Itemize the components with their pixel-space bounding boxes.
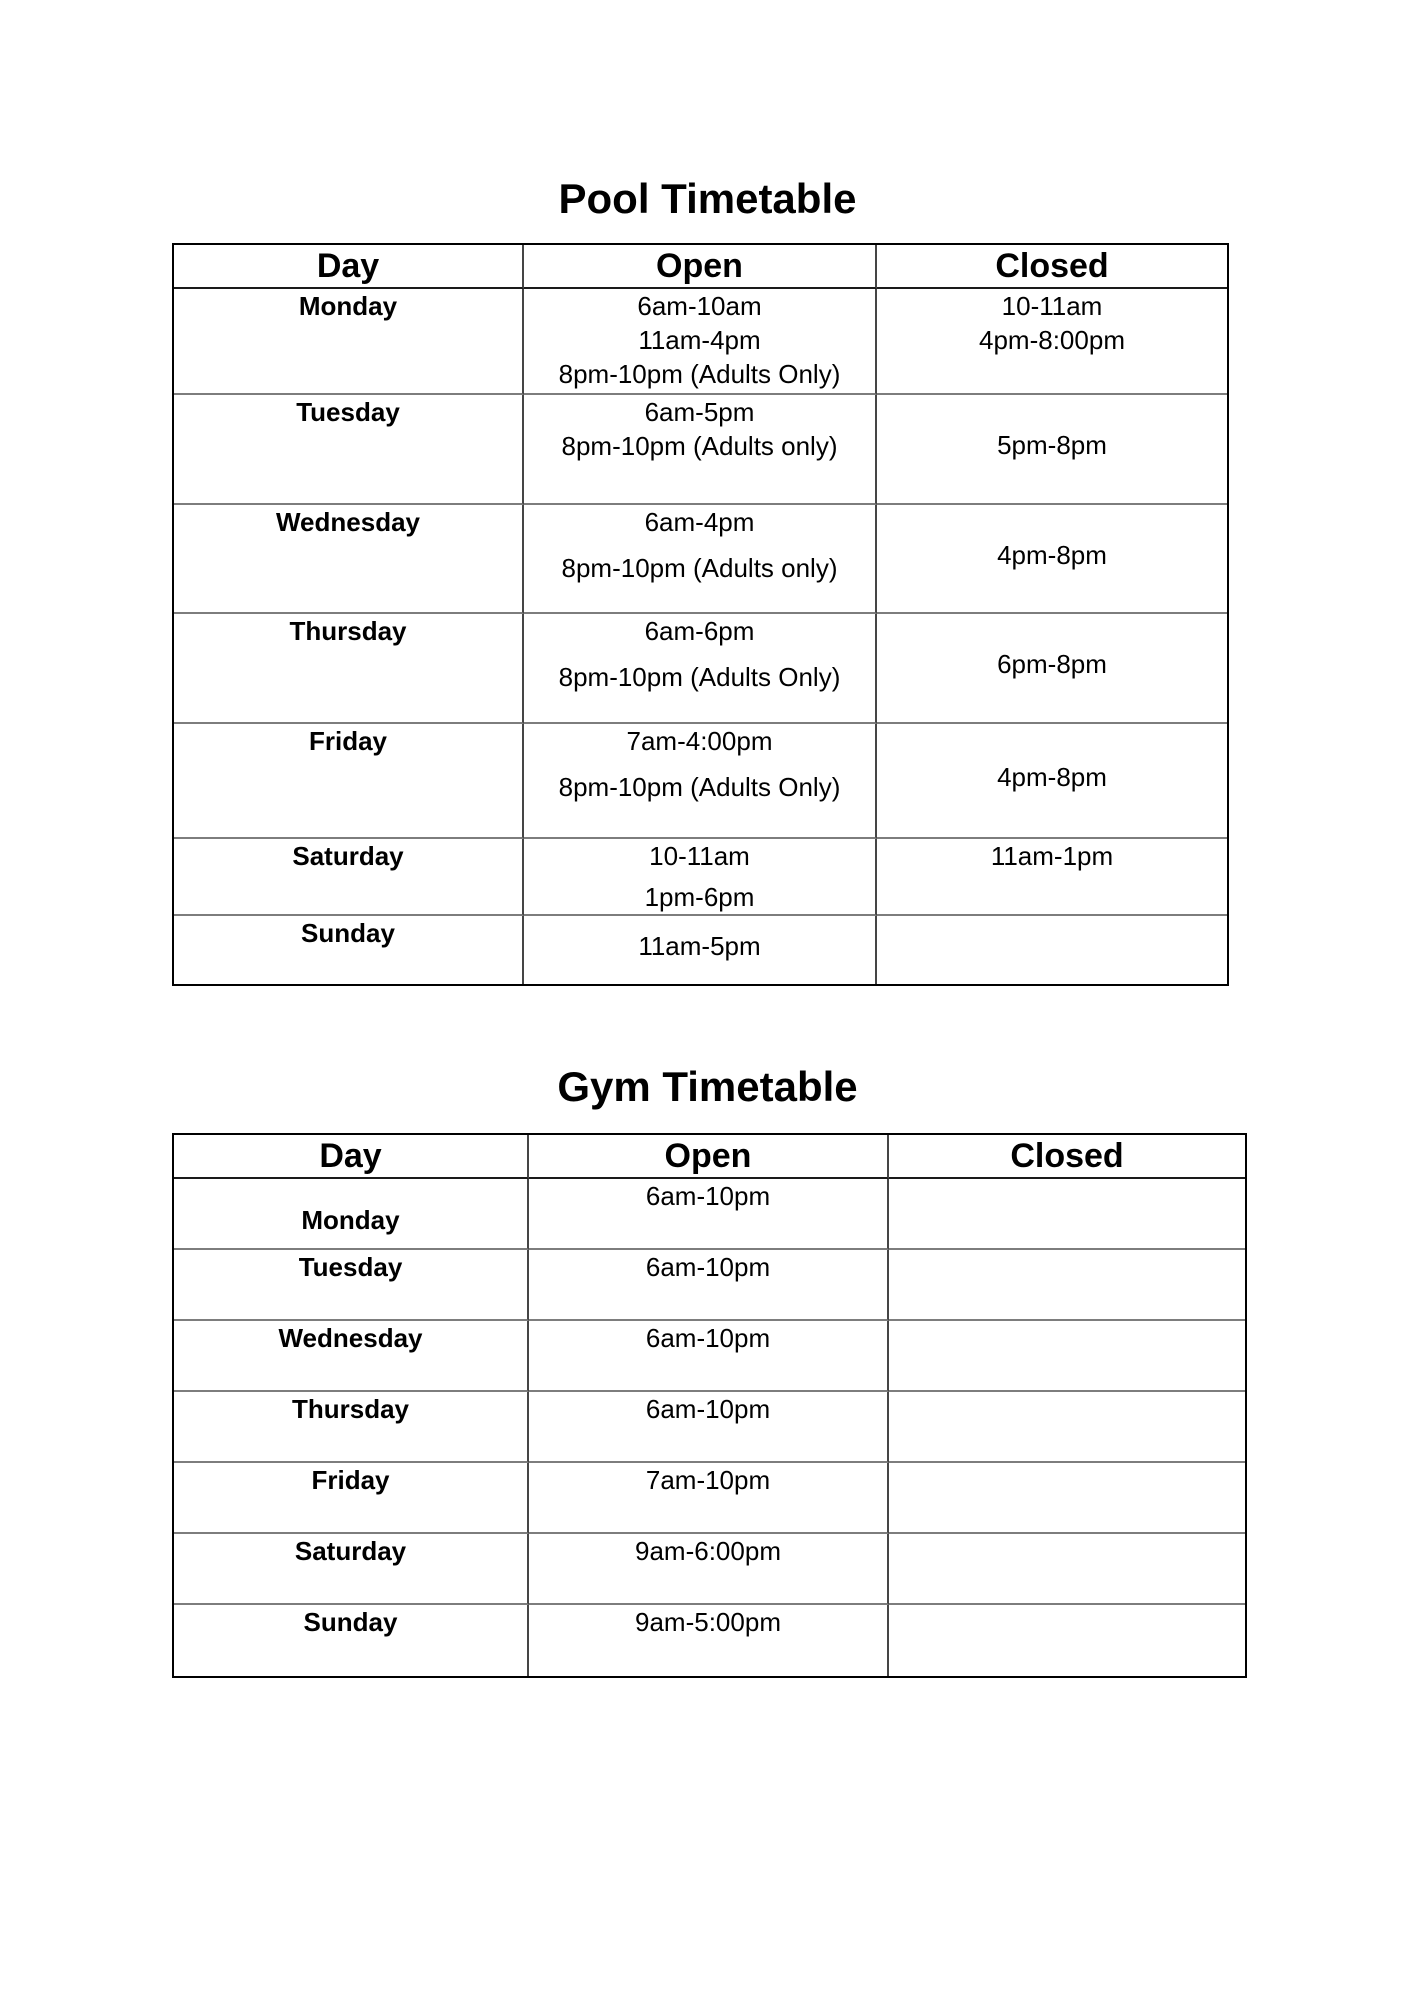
- open-line: 7am-4:00pm: [626, 726, 773, 756]
- open-cell: [529, 1605, 889, 1676]
- open-line: 9am-6:00pm: [635, 1536, 781, 1566]
- closed-cell: [877, 916, 1227, 984]
- closed-line: 11am-1pm: [990, 841, 1114, 871]
- open-line: 9am-5:00pm: [635, 1607, 781, 1637]
- open-line: 6am-10pm: [645, 1323, 771, 1353]
- open-line: 11am-4pm: [638, 325, 761, 355]
- closed-cell: [889, 1321, 1245, 1392]
- gym-timetable-title: Gym Timetable: [557, 1063, 858, 1110]
- day-cell: Thursday: [174, 1392, 529, 1463]
- open-line: 6am-4pm: [644, 507, 755, 537]
- pool-header-open: Open: [524, 245, 877, 289]
- closed-cell: [877, 395, 1227, 505]
- pool-timetable-table: [172, 243, 1229, 986]
- table-row: [174, 1534, 1245, 1605]
- day-cell: Saturday: [174, 1534, 529, 1605]
- table-row: [174, 395, 1227, 505]
- table-row: [174, 1463, 1245, 1534]
- open-line: 8pm-10pm (Adults only): [561, 553, 838, 583]
- closed-cell: [877, 724, 1227, 839]
- day-cell: Saturday: [174, 839, 524, 916]
- day-cell: Wednesday: [174, 505, 524, 614]
- table-row: [174, 614, 1227, 724]
- gym-header-open: Open: [529, 1135, 889, 1179]
- open-line: 6am-5pm: [644, 397, 755, 427]
- closed-cell: [877, 505, 1227, 614]
- table-row: [174, 1250, 1245, 1321]
- closed-line: 4pm-8pm: [997, 539, 1107, 570]
- closed-cell: [889, 1179, 1245, 1250]
- closed-line: 5pm-8pm: [997, 430, 1107, 460]
- open-cell: [524, 916, 877, 984]
- open-line: 8pm-10pm (Adults Only): [558, 772, 841, 802]
- table-row: [174, 724, 1227, 839]
- open-line: 6am-10pm: [645, 1394, 771, 1424]
- open-line: 6am-10pm: [645, 1252, 771, 1282]
- open-cell: [524, 505, 877, 614]
- pool-header-row: [174, 245, 1227, 289]
- open-line: 7am-10pm: [645, 1465, 771, 1495]
- open-cell: [524, 289, 877, 395]
- day-cell: Friday: [174, 724, 524, 839]
- closed-cell: [889, 1605, 1245, 1676]
- day-cell: Sunday: [174, 1605, 529, 1676]
- open-line: 6am-10pm: [645, 1181, 771, 1211]
- open-line: 11am-5pm: [638, 931, 761, 961]
- day-cell: Tuesday: [174, 1250, 529, 1321]
- day-cell: Monday: [174, 289, 524, 395]
- table-row: [174, 289, 1227, 395]
- pool-timetable-title: Pool Timetable: [558, 175, 857, 222]
- table-row: [174, 916, 1227, 984]
- closed-cell: [889, 1250, 1245, 1321]
- open-cell: [524, 614, 877, 724]
- open-cell: [529, 1250, 889, 1321]
- day-cell: Monday: [174, 1179, 529, 1250]
- table-row: [174, 1321, 1245, 1392]
- closed-cell: [877, 614, 1227, 724]
- closed-line: 10-11am: [1001, 291, 1103, 321]
- day-cell: Sunday: [174, 916, 524, 984]
- closed-cell: [877, 839, 1227, 916]
- pool-header-day: Day: [174, 245, 524, 289]
- open-cell: [529, 1463, 889, 1534]
- gym-header-row: [174, 1135, 1245, 1179]
- table-row: [174, 1605, 1245, 1676]
- closed-cell: [889, 1392, 1245, 1463]
- gym-header-closed: Closed: [889, 1135, 1245, 1179]
- open-line: 8pm-10pm (Adults Only): [558, 662, 841, 692]
- open-line: 8pm-10pm (Adults only): [561, 431, 838, 461]
- closed-cell: [877, 289, 1227, 395]
- table-row: [174, 1392, 1245, 1463]
- table-row: [174, 505, 1227, 614]
- open-line: 8pm-10pm (Adults Only): [558, 359, 841, 389]
- open-line: 1pm-6pm: [644, 882, 755, 912]
- day-cell: Wednesday: [174, 1321, 529, 1392]
- day-cell: Friday: [174, 1463, 529, 1534]
- open-cell: [529, 1534, 889, 1605]
- closed-cell: [889, 1534, 1245, 1605]
- pool-header-closed: Closed: [877, 245, 1227, 289]
- open-line: 6am-10am: [637, 291, 762, 321]
- table-row: [174, 1179, 1245, 1250]
- open-cell: [524, 839, 877, 916]
- open-cell: [524, 724, 877, 839]
- day-cell: Tuesday: [174, 395, 524, 505]
- open-cell: [529, 1179, 889, 1250]
- gym-timetable-table: [172, 1133, 1247, 1678]
- table-row: [174, 839, 1227, 916]
- gym-header-day: Day: [174, 1135, 529, 1179]
- open-cell: [529, 1321, 889, 1392]
- open-cell: [529, 1392, 889, 1463]
- closed-line: 4pm-8:00pm: [979, 325, 1125, 355]
- closed-line: 4pm-8pm: [997, 761, 1107, 792]
- open-line: 10-11am: [649, 841, 750, 871]
- open-line: 6am-6pm: [644, 616, 755, 646]
- day-cell: Thursday: [174, 614, 524, 724]
- open-cell: [524, 395, 877, 505]
- closed-line: 6pm-8pm: [997, 649, 1107, 679]
- closed-cell: [889, 1463, 1245, 1534]
